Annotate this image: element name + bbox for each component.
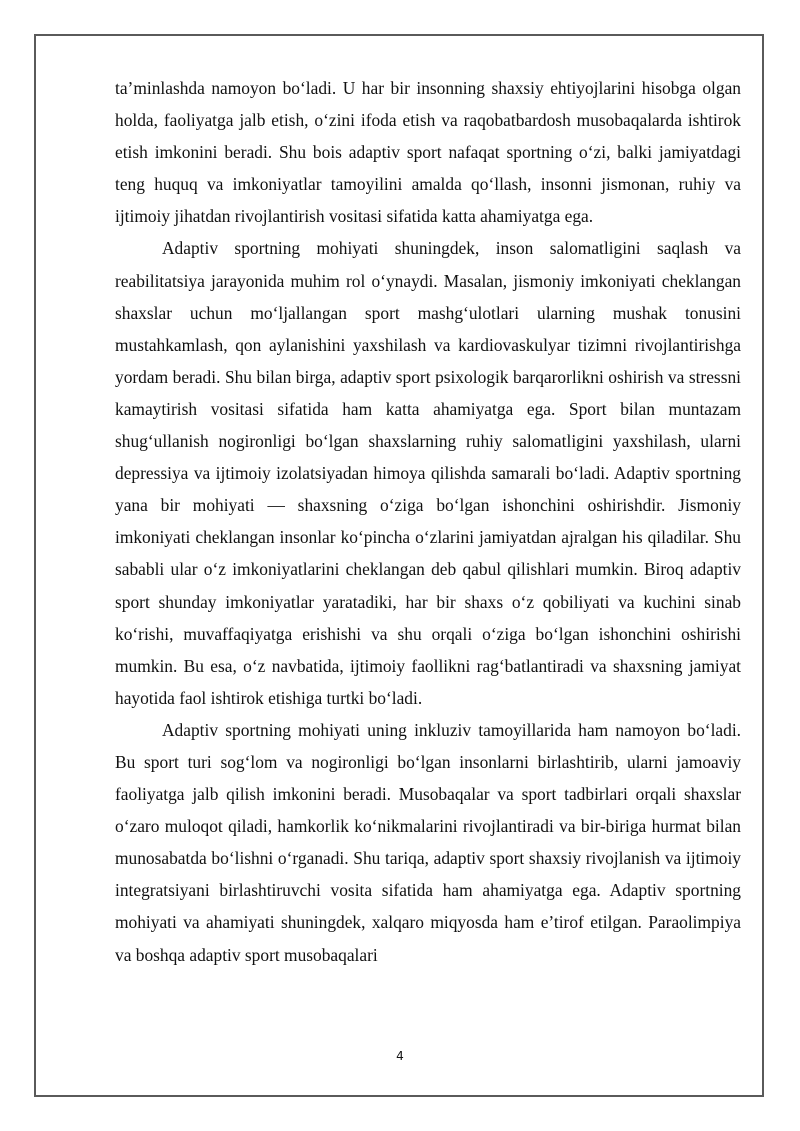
page-number: 4 [396,1049,404,1063]
paragraph-inclusive-principles: Adaptiv sportning mohiyati uning inkluziv tamoyillarida ham namoyon bo‘ladi. Bu sport turi sog‘lom va nogironligi bo‘lgan insonlarni birlashtirib, ularni jamoaviy faoliyatga jalb qilish imkonini beradi. Musobaqalar va sport tadbirlari orqali shaxslar o‘zaro muloqot qiladi, hamkorlik ko‘nikmalarini rivojlantiradi va bir-biriga hurmat bilan munosabatda bo‘lishni o‘rganadi. Shu tariqa, adaptiv sport shaxsiy rivojlanish va ijtimoiy integratsiyani birlashtiruvchi vosita sifatida ham ahamiyatga ega. Adaptiv sportning mohiyati va ahamiyati shuningdek, xalqaro miqyosda ham e’tirof etilgan. Paraolimpiya va boshqa adaptiv sport musobaqalari [115,719,741,965]
paragraph-continuation: ta’minlashda namoyon bo‘ladi. U har bir insonning shaxsiy ehtiyojlarini hisobga olgan holda, faoliyatga jalb etish, o‘zini ifoda etish va raqobatbardosh musobaqalarda ishtirok etish imkonini beradi. Shu bois adaptiv sport nafaqat sportning o‘zi, balki jamiyatdagi teng huquq va imkoniyatlar tamoyilini amalda qo‘llash, insonni jismonan, ruhiy va ijtimoiy jihatdan rivojlantirish vositasi sifatida katta ahamiyatga ega. [115,78,741,227]
body-text [115,72,741,971]
paragraph-health-rehabilitation: Adaptiv sportning mohiyati shuningdek, inson salomatligini saqlash va reabilitatsiya jarayonida muhim rol o‘ynaydi. Masalan, jismoniy imkoniyati cheklangan shaxslar uchun mo‘ljallangan sport mashg‘ulotlari ularning mushak tonusini mustahkamlash, qon aylanishini yaxshilash va kardiovaskulyar tizimni rivojlantirishga yordam beradi. Shu bilan birga, adaptiv sport psixologik barqarorlikni oshirish va stressni kamaytirish vositasi sifatida ham katta ahamiyatga ega. Sport bilan muntazam shug‘ullanish nogironligi bo‘lgan shaxslarning ruhiy salomatligini yaxshilash, ularni depressiya va ijtimoiy izolatsiyadan himoya qilishda samarali bo‘ladi. Adaptiv sportning yana bir mohiyati — shaxsning o‘ziga bo‘lgan ishonchini oshirishdir. Jismoniy imkoniyati cheklangan insonlar ko‘pincha o‘zlarini jamiyatdan ajralgan his qiladilar. Shu sababli ular o‘z imkoniyatlarini cheklangan deb qabul qilishlari mumkin. Biroq adaptiv sport shunday imkoniyatlar yaratadiki, har bir shaxs o‘z qobiliyati va kuchini sinab ko‘rishi, muvaffaqiyatga erishishi va shu orqali o‘ziga bo‘lgan ishonchini oshirishi mumkin. Bu esa, o‘z navbatida, ijtimoiy faollikni rag‘batlantiradi va shaxsning jamiyat hayotida faol ishtirok etishiga turtki bo‘ladi. [115,238,741,708]
